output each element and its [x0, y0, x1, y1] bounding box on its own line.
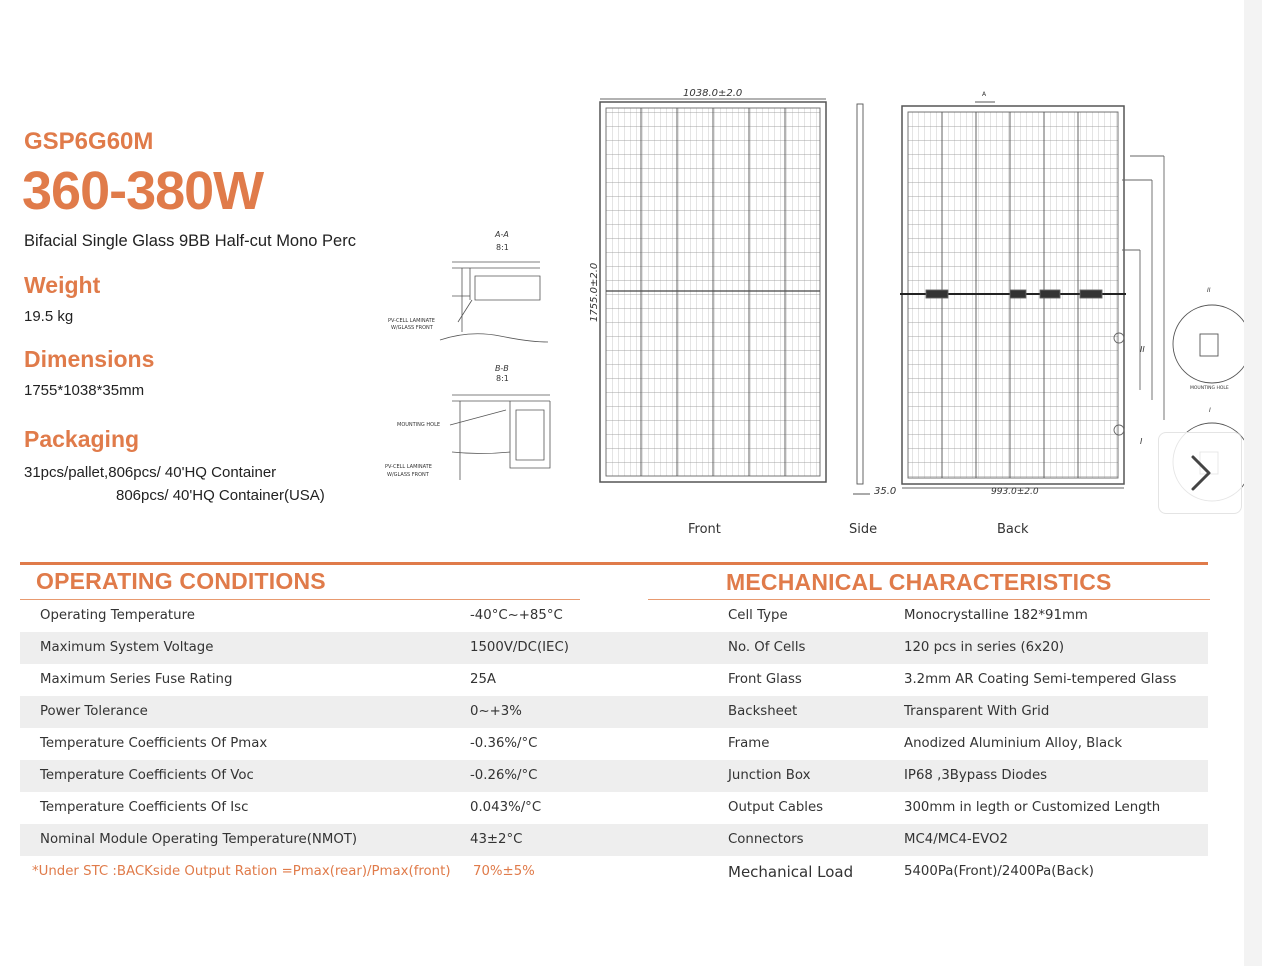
mechanical-row-value: IP68 ,3Bypass Diodes: [904, 768, 1048, 783]
bifacial-note-label: *Under STC :BACKside Output Ration =Pmax(rear)/Pmax(front): [32, 864, 451, 879]
mechanical-row: [648, 760, 1208, 792]
mechanical-row-value: Monocrystalline 182*91mm: [904, 608, 1088, 623]
packaging-line-2: 806pcs/ 40'HQ Container(USA): [116, 487, 325, 504]
operating-row-label: Temperature Coefficients Of Isc: [40, 800, 249, 815]
svg-text:II: II: [1140, 345, 1145, 354]
side-view: [853, 104, 896, 497]
mechanical-characteristics-title: MECHANICAL CHARACTERISTICS: [726, 569, 1112, 595]
laminate-label-b1: PV-CELL LAMINATE: [385, 464, 432, 470]
svg-text:I: I: [1140, 437, 1143, 446]
packaging-heading: Packaging: [24, 426, 140, 452]
operating-row: [20, 792, 580, 824]
operating-row: [20, 824, 648, 856]
height-dimension: 1755.0±2.0: [589, 262, 600, 322]
width-dimension: 1038.0±2.0: [683, 88, 743, 99]
section-aa-detail: [388, 230, 548, 342]
mounting-hole-detail-ii: [1173, 287, 1251, 391]
mechanical-row-value: 120 pcs in series (6x20): [904, 640, 1065, 655]
bifacial-note-value: 70%±5%: [473, 864, 535, 879]
back-view: [900, 91, 1164, 497]
operating-row-value: 0.043%/°C: [470, 800, 542, 815]
operating-row-value: -40°C~+85°C: [470, 608, 563, 623]
mechanical-row-label: Cell Type: [728, 608, 788, 623]
operating-row-value: -0.26%/°C: [470, 768, 538, 783]
mechanical-row-label: Frame: [728, 736, 770, 751]
operating-row: [20, 664, 580, 696]
power-range: 360-380W: [22, 161, 264, 221]
carousel-next-button[interactable]: [1158, 432, 1242, 514]
operating-row-label: Nominal Module Operating Temperature(NMOT): [40, 832, 358, 847]
laminate-label-a2: W/GLASS FRONT: [391, 325, 433, 331]
back-view-label: Back: [997, 522, 1029, 537]
mechanical-row: [648, 696, 1208, 728]
mechanical-row-value: Transparent With Grid: [904, 704, 1050, 719]
dimensions-value: 1755*1038*35mm: [24, 382, 145, 399]
mechanical-row: [648, 792, 1208, 824]
operating-row-value: 0~+3%: [470, 704, 522, 719]
front-view: [589, 88, 826, 482]
mechanical-row-label: Output Cables: [728, 800, 824, 815]
section-bb-scale: 8:1: [496, 374, 509, 383]
tables-top-rule: [20, 562, 1208, 565]
operating-row: [20, 632, 648, 664]
operating-conditions-title: OPERATING CONDITIONS: [36, 568, 326, 594]
operating-row-label: Maximum System Voltage: [40, 640, 214, 655]
bifacial-note-row: [20, 856, 580, 888]
back-width-dimension: 993.0±2.0: [991, 487, 1039, 497]
operating-row: [20, 600, 580, 632]
mechanical-row-label: No. Of Cells: [728, 640, 806, 655]
section-bb-label: B-B: [495, 364, 509, 373]
mechanical-row-label: Connectors: [728, 832, 804, 847]
section-aa-scale: 8:1: [496, 243, 509, 252]
mechanical-row: [648, 728, 1208, 760]
operating-row-value: 43±2°C: [470, 832, 523, 847]
mechanical-row: [648, 600, 1208, 632]
side-view-label: Side: [849, 522, 878, 537]
mounting-hole-label-ii: MOUNTING HOLE: [1190, 386, 1229, 391]
mechanical-row-value: Anodized Aluminium Alloy, Black: [904, 736, 1123, 751]
operating-row-label: Temperature Coefficients Of Pmax: [40, 736, 268, 751]
operating-row-value: -0.36%/°C: [470, 736, 538, 751]
laminate-label-b2: W/GLASS FRONT: [387, 472, 429, 478]
svg-text:I: I: [1209, 407, 1211, 414]
mechanical-row: [648, 824, 1208, 856]
operating-row-label: Temperature Coefficients Of Voc: [40, 768, 254, 783]
mechanical-row: [648, 632, 1208, 664]
section-bb-detail: [385, 364, 550, 480]
weight-heading: Weight: [24, 272, 101, 298]
svg-text:II: II: [1207, 287, 1211, 294]
mechanical-row-value: 300mm in legth or Customized Length: [904, 800, 1161, 815]
mechanical-row-label: Front Glass: [728, 672, 802, 687]
operating-row-label: Maximum Series Fuse Rating: [40, 672, 233, 687]
product-subtitle: Bifacial Single Glass 9BB Half-cut Mono Perc: [24, 232, 356, 250]
panel-technical-drawing: [380, 80, 1260, 537]
mechanical-row-value: 3.2mm AR Coating Semi-tempered Glass: [904, 672, 1177, 687]
weight-value: 19.5 kg: [24, 308, 74, 325]
mechanical-row-value: 5400Pa(Front)/2400Pa(Back): [904, 864, 1094, 879]
operating-row: [20, 696, 648, 728]
svg-text:A: A: [982, 91, 987, 98]
laminate-label-a1: PV-CELL LAMINATE: [388, 318, 435, 324]
operating-row-value: 1500V/DC(IEC): [470, 640, 569, 655]
operating-row: [20, 728, 580, 760]
mechanical-row: [648, 664, 1208, 696]
front-view-label: Front: [688, 522, 721, 537]
dimensions-heading: Dimensions: [24, 346, 155, 372]
packaging-line-1: 31pcs/pallet,806pcs/ 40'HQ Container: [24, 464, 277, 481]
mechanical-row-value: MC4/MC4-EVO2: [904, 832, 1008, 847]
model-name: GSP6G60M: [24, 128, 154, 155]
operating-row-label: Power Tolerance: [40, 704, 148, 719]
chevron-right-icon: [1183, 452, 1217, 494]
mechanical-row: [648, 856, 1208, 888]
page-scrollbar[interactable]: [1244, 0, 1262, 966]
mechanical-row-label: Mechanical Load: [728, 863, 854, 881]
operating-row-label: Operating Temperature: [40, 608, 195, 623]
mechanical-row-label: Backsheet: [728, 704, 798, 719]
mechanical-row-label: Junction Box: [728, 768, 811, 783]
operating-row: [20, 760, 648, 792]
operating-row-value: 25A: [470, 672, 497, 687]
mounting-hole-label-b: MOUNTING HOLE: [397, 422, 441, 428]
depth-dimension: 35.0: [874, 486, 897, 497]
section-aa-label: A-A: [495, 230, 509, 239]
